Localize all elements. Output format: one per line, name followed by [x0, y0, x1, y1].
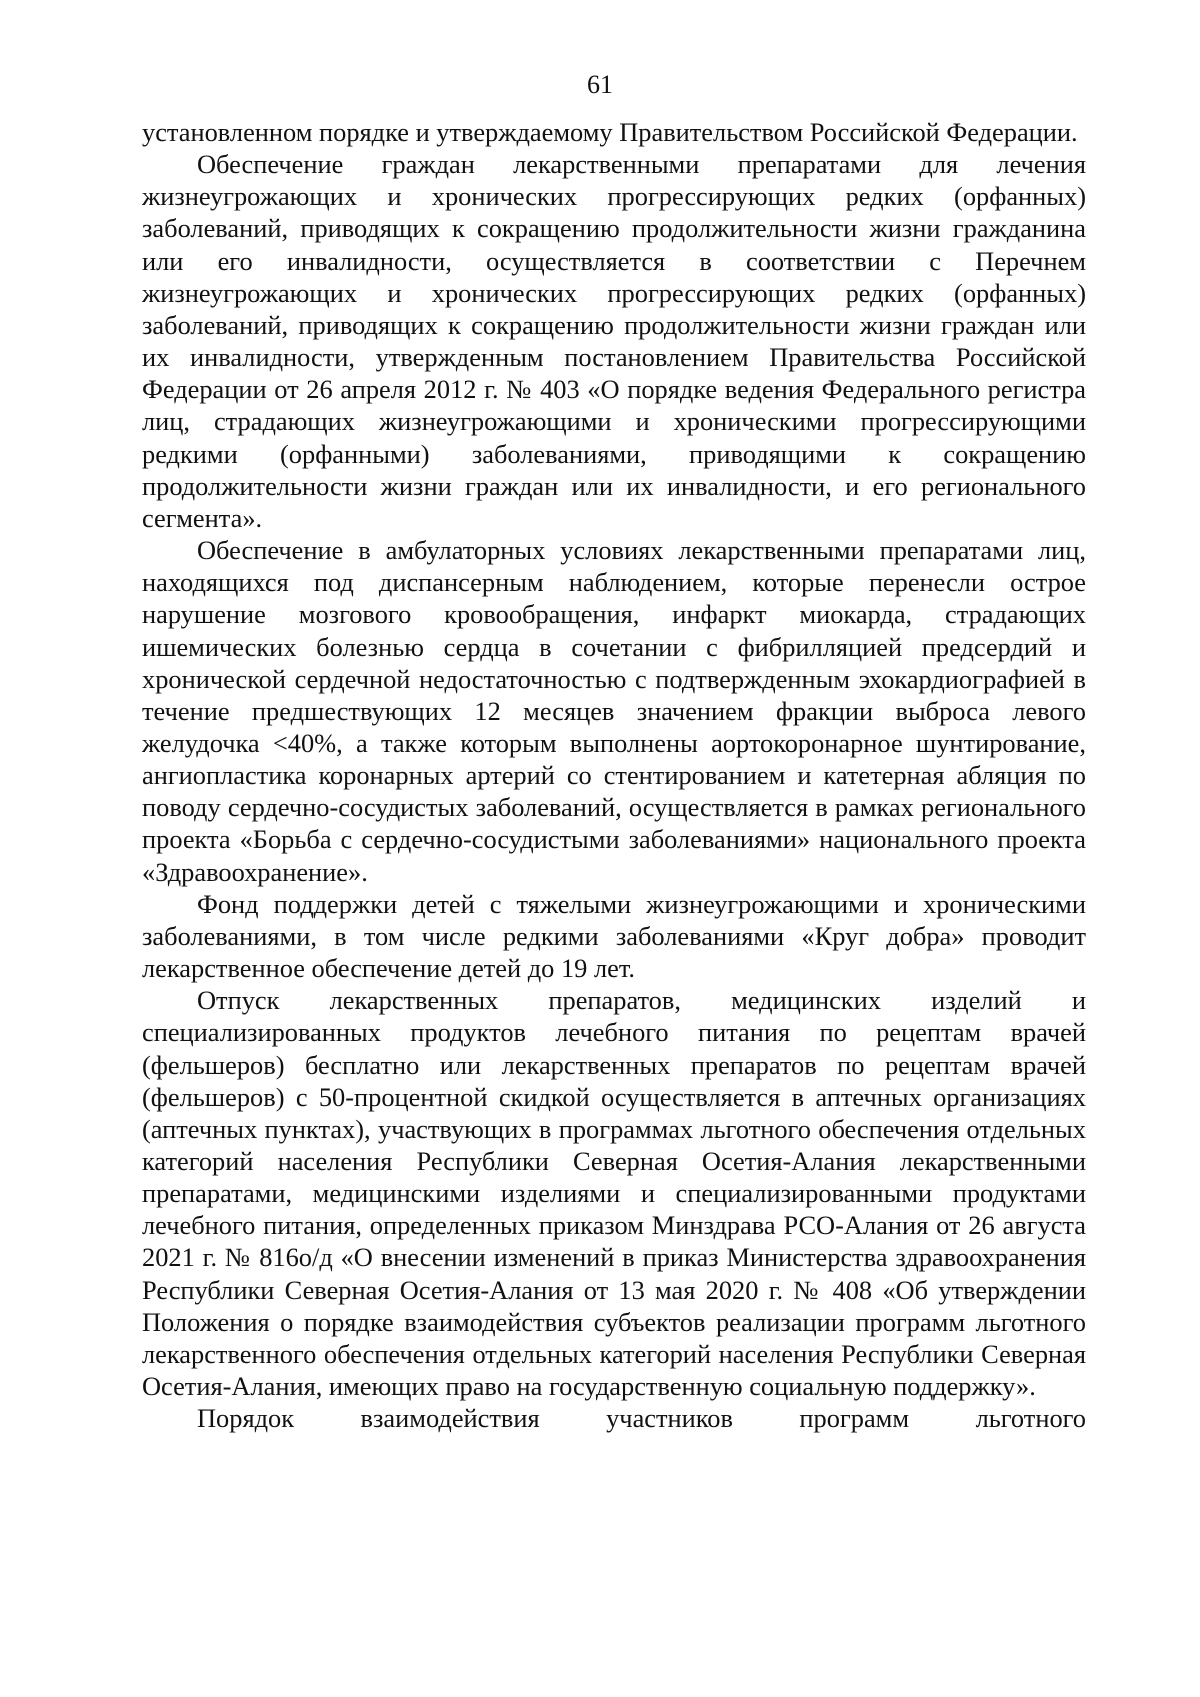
- paragraph-pharmacy-dispensing: Отпуск лекарственных препаратов, медицинских изделий и специализированных продуктов лечебного питания по рецептам врачей (фельшеров) бесплатно или лекарственных препаратов по рецептам врачей (фельшеров) с 50-процентной скидкой осуществляется в аптечных организациях (аптечных пунктах), участвующих в программах льготного обеспечения отдельных категорий населения Республики Северная Осетия-Алания лекарственными препаратами, медицинскими изделиями и специализированными продуктами лечебного питания, определенных приказом Минздрава РСО-Алания от 26 августа 2021 г. № 816о/д «О внесении изменений в приказ Министерства здравоохранения Республики Северная Осетия-Алания от 13 мая 2020 г. № 408 «Об утверждении Положения о порядке взаимодействия субъектов реализации программ льготного лекарственного обеспечения отдельных категорий населения Республики Северная Осетия-Алания, имеющих право на государственную социальную поддержку».: [142, 985, 1086, 1402]
- paragraph-orphan-diseases: Обеспечение граждан лекарственными препаратами для лечения жизнеугрожающих и хронических прогрессирующих редких (орфанных) заболеваний, приводящих к сокращению продолжительности жизни гражданина или его инвалидности, осуществляется в соответствии с Перечнем жизнеугрожающих и хронических прогрессирующих редких (орфанных) заболеваний, приводящих к сокращению продолжительности жизни граждан или их инвалидности, утвержденным постановлением Правительства Российской Федерации от 26 апреля 2012 г. № 403 «О порядке ведения Федерального регистра лиц, страдающих жизнеугрожающими и хроническими прогрессирующими редкими (орфанными) заболеваниями, приводящими к сокращению продолжительности жизни граждан или их инвалидности, и его регионального сегмента».: [142, 149, 1086, 533]
- page-number: 61: [587, 70, 613, 99]
- document-body: [142, 116, 1086, 1434]
- paragraph-krug-dobra-fund: Фонд поддержки детей с тяжелыми жизнеугрожающими и хроническими заболеваниями, в том числе редкими заболеваниями «Круг добра» проводит лекарственное обеспечение детей до 19 лет.: [142, 888, 1086, 984]
- paragraph-interaction-procedure: Порядок взаимодействия участников программ льготного: [197, 1403, 1086, 1434]
- paragraph-cardiovascular: Обеспечение в амбулаторных условиях лекарственными препаратами лиц, находящихся под диспансерным наблюдением, которые перенесли острое нарушение мозгового кровообращения, инфаркт миокарда, страдающих ишемических болезнью сердца в сочетании с фибрилляцией предсердий и хронической сердечной недостаточностью с подтвержденным эхокардиографией в течение предшествующих 12 месяцев значением фракции выброса левого желудочка <40%, а также которым выполнены аортокоронарное шунтирование, ангиопластика коронарных артерий со стентированием и катетерная абляция по поводу сердечно-сосудистых заболеваний, осуществляется в рамках регионального проекта «Борьба с сердечно-сосудистыми заболеваниями» национального проекта «Здравоохранение».: [142, 535, 1086, 887]
- paragraph-continuation: установленном порядке и утверждаемому Правительством Российской Федерации.: [142, 117, 1078, 147]
